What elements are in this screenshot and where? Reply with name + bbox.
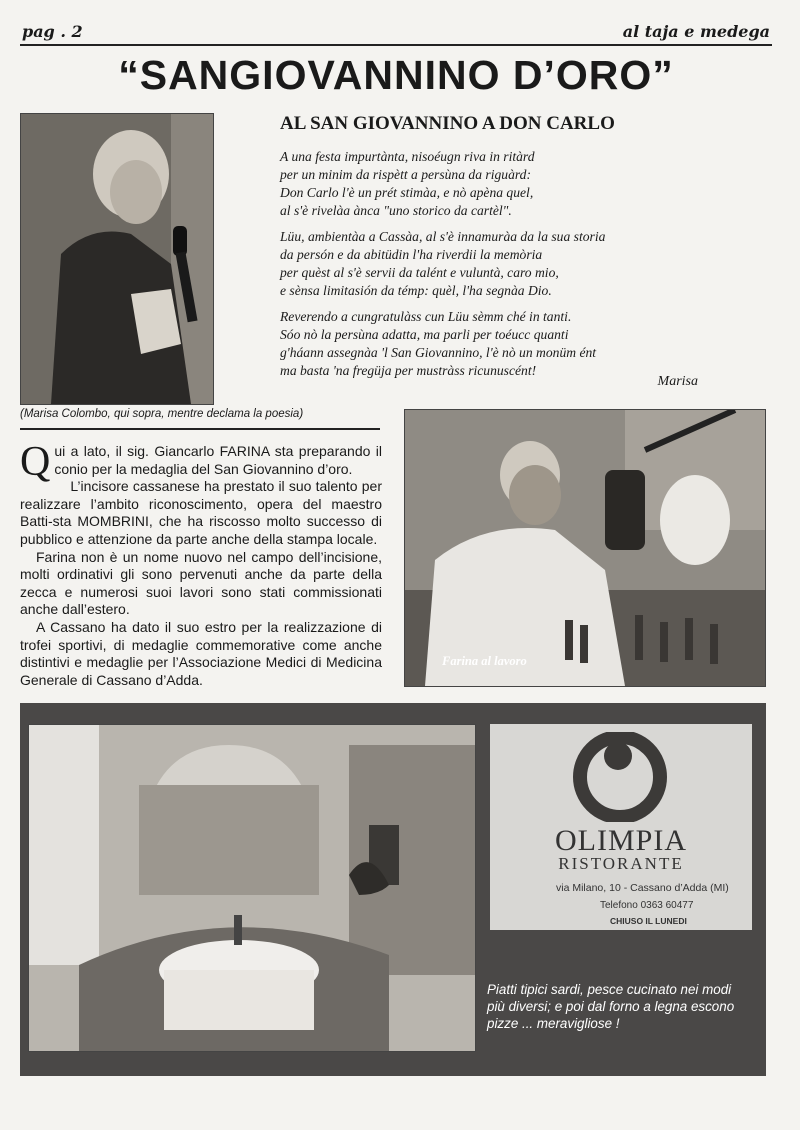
restaurant-phone: Telefono 0363 60477 xyxy=(600,900,694,911)
restaurant-address: via Milano, 10 - Cassano d’Adda (MI) xyxy=(556,882,729,894)
paragraph-1: Qui a lato, il sig. Giancarlo FARINA sta preparando il conio per la medaglia del San Giovannino d’oro. xyxy=(20,439,382,485)
engraver-at-work-illustration xyxy=(405,410,765,686)
paragraph-4: A Cassano ha dato il suo estro per la realizzazione di trofei sportivi, di medaglie commemorative come anche distintivi e medaglie per l’Associazione Medici di Medicina Generale di Cassano d’Adda. xyxy=(20,618,382,688)
poem-stanza-1: A una festa impurtànta, nisoéugn riva in ritàrd per un minim da rispètt a persùna da riguàrd: Don Carlo l'è un prét stimàa, e nò apèna quel, al s'è rivelàa ànca "uno storico da cartèl". xyxy=(280,149,535,218)
article-body xyxy=(20,439,382,689)
photo-marisa-colombo xyxy=(20,113,214,405)
drop-cap: Q xyxy=(20,439,51,485)
closed-day: CHIUSO IL LUNEDI xyxy=(610,916,687,926)
poem-signature: Marisa xyxy=(657,374,698,389)
page-number: pag . 2 xyxy=(22,22,83,41)
woman-microphone-illustration xyxy=(21,114,213,404)
olimpia-logo-icon xyxy=(570,732,670,822)
article-title: “SANGIOVANNINO D’ORO” xyxy=(118,52,674,98)
photo-farina-engraving xyxy=(404,409,766,687)
brand-name: OLIMPIA xyxy=(555,824,687,857)
restaurant-interior-photo xyxy=(28,724,476,1052)
photo-caption-2: Farina al lavoro xyxy=(442,654,527,668)
paragraph-3: Farina non è un nome nuovo nel campo dell’incisione, molti ordinativi gli sono pervenuti anche da parte della zecca e numerosi suoi lavori sono stati commissionati anche dall’estero. xyxy=(20,548,382,618)
poem xyxy=(280,148,730,388)
dining-room-illustration xyxy=(29,725,475,1051)
poem-title: AL SAN GIOVANNINO A DON CARLO xyxy=(280,113,615,134)
section-rule xyxy=(20,428,380,430)
photo-caption-1: (Marisa Colombo, qui sopra, mentre declama la poesia) xyxy=(20,408,304,420)
poem-stanza-2: Lüu, ambientàa a Cassàa, al s'è innamuràa da la sua storia da persón e da abitüdin l'ha riverdii la memòria per quèst al s'è servii da talént e vuluntà, caro mio, e sènsa limitasión da témp: quèl, l'ha segnàa Dio. xyxy=(280,229,606,298)
ad-tagline: Piatti tipici sardi, pesce cucinato nei modi più diversi; e poi dal forno a legna escono pizze ... meravigliose ! xyxy=(487,982,735,1031)
header-rule xyxy=(20,44,772,46)
brand-subtitle: RISTORANTE xyxy=(558,854,684,873)
poem-stanza-3: Reverendo a cungratulàss cun Lüu sèmm ché in tanti. Sóo nò la persùna adatta, ma parli per toéucc quanti g'háann assegnàa 'l San Giovannino, l'è nò un monüm ént ma basta 'na fregüja per mustràss ricunuscént! xyxy=(280,309,597,378)
publication-name: al taja e medega xyxy=(622,22,770,41)
paragraph-2: L’incisore cassanese ha prestato il suo talento per realizzare l’ambito riconoscimento, opera del maestro Batti-sta MOMBRINI, che ha riscosso molto successo di pubblico e attenzione da parte anche della stampa locale. xyxy=(20,478,382,547)
olimpia-logo-box xyxy=(490,724,752,930)
